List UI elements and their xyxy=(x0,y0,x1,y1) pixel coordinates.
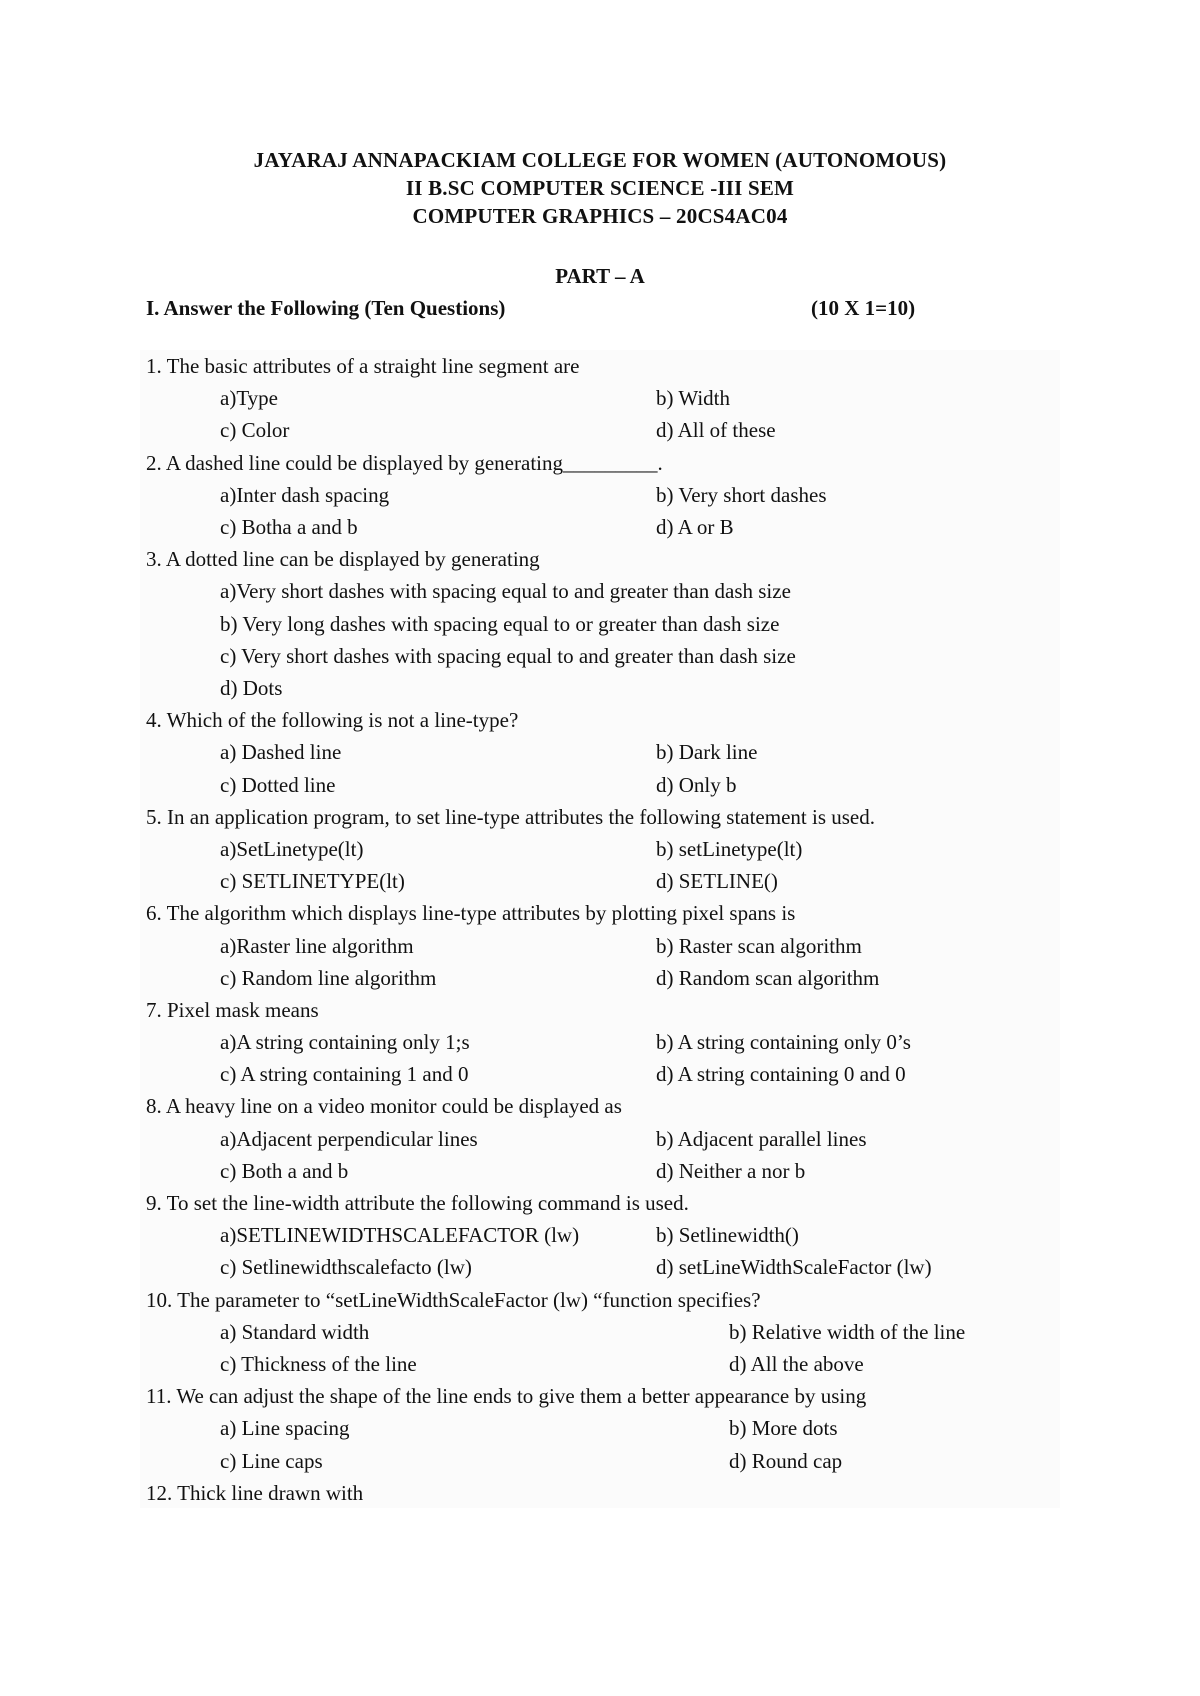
question-text: 4. Which of the following is not a line-type? xyxy=(146,708,519,733)
option-d: d) setLineWidthScaleFactor (lw) xyxy=(656,1255,932,1280)
option-a: a)A string containing only 1;s xyxy=(220,1030,470,1055)
question-4 xyxy=(146,704,1066,801)
options-row xyxy=(146,1316,1066,1348)
option-a: a)SetLinetype(lt) xyxy=(220,836,364,861)
question-7 xyxy=(146,994,1066,1091)
subject-line: COMPUTER GRAPHICS – 20CS4AC04 xyxy=(412,204,788,228)
option-d: d) All of these xyxy=(656,418,776,443)
options-row xyxy=(146,769,1066,801)
option-c: c) A string containing 1 and 0 xyxy=(220,1062,469,1087)
part-title: PART – A xyxy=(555,264,645,288)
option-b: b) A string containing only 0’s xyxy=(656,1030,911,1055)
options-row xyxy=(146,511,1066,543)
options-row xyxy=(146,962,1066,994)
option-c: c) Random line algorithm xyxy=(220,965,437,990)
options-row xyxy=(146,1026,1066,1058)
options-row xyxy=(146,1251,1066,1283)
option-d: d) Only b xyxy=(656,772,737,797)
option-c: c) Line caps xyxy=(220,1448,323,1473)
option-d: d) Round cap xyxy=(729,1448,843,1473)
option-a: a) Line spacing xyxy=(220,1416,350,1441)
option-b: b) More dots xyxy=(729,1416,838,1441)
course-line: II B.SC COMPUTER SCIENCE -III SEM xyxy=(405,176,795,200)
option-a: a) Dashed line xyxy=(220,740,342,765)
question-text: 12. Thick line drawn with xyxy=(146,1480,364,1505)
option-a: a)Type xyxy=(220,386,278,411)
question-8 xyxy=(146,1090,1066,1187)
option-d: d) A or B xyxy=(656,514,734,539)
question-text: 2. A dashed line could be displayed by generating_________. xyxy=(146,450,663,475)
option-d: d) All the above xyxy=(729,1352,864,1377)
option-b: b) Dark line xyxy=(656,740,758,765)
instructions-text: I. Answer the Following (Ten Questions) xyxy=(146,296,506,320)
option-a: a)Very short dashes with spacing equal to and greater than dash size xyxy=(220,579,791,604)
options-row xyxy=(146,1058,1066,1090)
option-b: b) Raster scan algorithm xyxy=(656,933,862,958)
option-a: a) Standard width xyxy=(220,1319,370,1344)
question-text: 10. The parameter to “setLineWidthScaleFactor (lw) “function specifies? xyxy=(146,1287,761,1312)
option-a: a)Inter dash spacing xyxy=(220,482,390,507)
option-a: a)Raster line algorithm xyxy=(220,933,414,958)
options-row xyxy=(146,1123,1066,1155)
option-c: c) Dotted line xyxy=(220,772,336,797)
question-text: 6. The algorithm which displays line-type attributes by plotting pixel spans is xyxy=(146,901,796,926)
question-text: 3. A dotted line can be displayed by generating xyxy=(146,547,540,572)
question-2 xyxy=(146,447,1066,544)
option-b: b) Setlinewidth() xyxy=(656,1223,799,1248)
question-12 xyxy=(146,1477,1066,1509)
options-row xyxy=(146,479,1066,511)
option-a: a)SETLINEWIDTHSCALEFACTOR (lw) xyxy=(220,1223,580,1248)
options-row xyxy=(146,1155,1066,1187)
question-text: 5. In an application program, to set line-type attributes the following statement is used. xyxy=(146,804,875,829)
question-5 xyxy=(146,801,1066,898)
question-6 xyxy=(146,897,1066,994)
option-b: b) Adjacent parallel lines xyxy=(656,1126,867,1151)
question-text: 1. The basic attributes of a straight line segment are xyxy=(146,354,580,378)
option-b: b) Width xyxy=(656,386,731,411)
option-b: b) Very long dashes with spacing equal to or greater than dash size xyxy=(220,611,780,636)
option-b: b) Very short dashes xyxy=(656,482,827,507)
option-c: c) Very short dashes with spacing equal to and greater than dash size xyxy=(220,643,796,668)
options-row xyxy=(146,736,1066,768)
option-b: b) Relative width of the line xyxy=(729,1319,966,1344)
section-instructions xyxy=(146,296,936,321)
options-row xyxy=(146,865,1066,897)
options-row xyxy=(146,382,1066,414)
option-c: c) Both a and b xyxy=(220,1158,349,1183)
option-c: c) Botha a and b xyxy=(220,514,358,539)
options-row xyxy=(146,1412,1066,1444)
question-text: 7. Pixel mask means xyxy=(146,997,319,1022)
question-text: 9. To set the line-width attribute the following command is used. xyxy=(146,1191,689,1216)
question-1 xyxy=(146,350,1066,447)
question-11 xyxy=(146,1380,1066,1477)
options-row xyxy=(146,930,1066,962)
question-3 xyxy=(146,543,1066,704)
question-list xyxy=(146,350,1066,1509)
option-c: c) Thickness of the line xyxy=(220,1352,417,1377)
option-a: a)Adjacent perpendicular lines xyxy=(220,1126,478,1151)
option-d: d) Dots xyxy=(220,675,283,700)
options-row xyxy=(146,414,1066,446)
option-c: c) Setlinewidthscalefacto (lw) xyxy=(220,1255,472,1280)
options-row xyxy=(146,1219,1066,1251)
options-row xyxy=(146,833,1066,865)
option-b: b) setLinetype(lt) xyxy=(656,836,803,861)
option-d: d) Neither a nor b xyxy=(656,1158,806,1183)
question-10 xyxy=(146,1284,1066,1381)
options-row xyxy=(146,1348,1066,1380)
question-9 xyxy=(146,1187,1066,1284)
option-c: c) SETLINETYPE(lt) xyxy=(220,869,405,894)
college-name: JAYARAJ ANNAPACKIAM COLLEGE FOR WOMEN (AUTONOMOUS) xyxy=(253,148,947,172)
question-text: 8. A heavy line on a video monitor could be displayed as xyxy=(146,1094,622,1119)
options-row xyxy=(146,1445,1066,1477)
option-c: c) Color xyxy=(220,418,290,443)
option-d: d) Random scan algorithm xyxy=(656,965,880,990)
option-d: d) SETLINE() xyxy=(656,869,778,894)
marks-allocation: (10 X 1=10) xyxy=(811,296,916,320)
college-header xyxy=(0,146,1200,230)
option-d: d) A string containing 0 and 0 xyxy=(656,1062,906,1087)
question-text: 11. We can adjust the shape of the line ends to give them a better appearance by using xyxy=(146,1384,867,1409)
